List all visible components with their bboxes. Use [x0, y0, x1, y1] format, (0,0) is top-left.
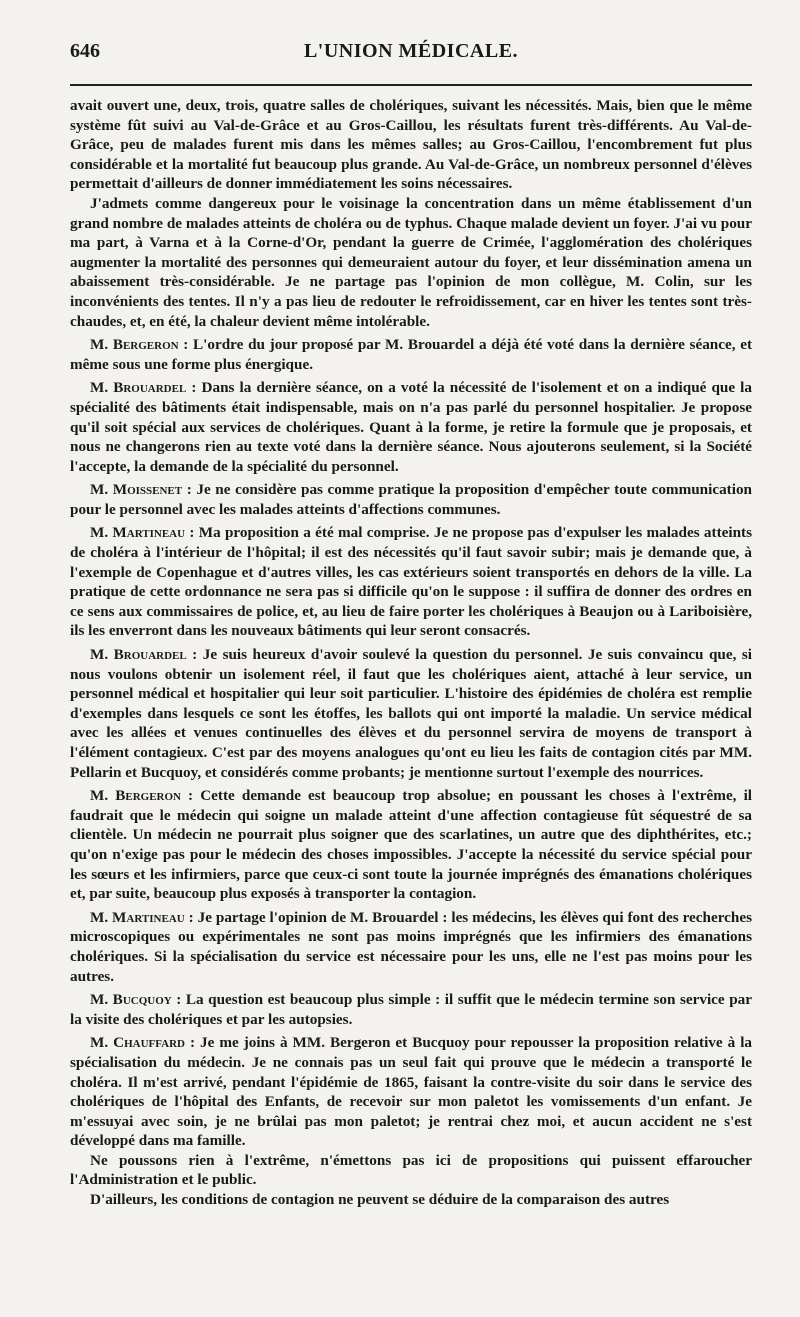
- speaker-name: M. Martineau :: [90, 524, 195, 542]
- page-number: 646: [70, 40, 100, 62]
- paragraph-text: Ma proposition a été mal comprise. Je ne propose pas d'expulser les malades atteints de choléra à l'intérieur de l'hôpital; il est des nécessités qu'il faut savoir subir; mais je demande que, à l'exemple de Copenhague et d'autres villes, les cas extérieurs soient transportés en dehors de la ville. La pratique de cette ordonnance ne sera pas si difficile qu'on le suppose : il suffira de donner des ordres en ce sens aux commissaires de police, et, au lieu de faire porter les cholériques à Beaujon ou à Lariboisière, ils les enverront dans les nouveaux bâtiments qui leur seront consacrés.: [70, 524, 753, 640]
- paragraph-text: L'ordre du jour proposé par M. Brouardel a déjà été voté dans la dernière séance, et même sous une forme plus énergique.: [70, 336, 753, 373]
- speaker-name: M. Chauffard :: [90, 1034, 196, 1052]
- paragraph-text: Je me joins à MM. Bergeron et Bucquoy pour repousser la proposition relative à la spécialisation du médecin. Je ne connais pas un seul fait qui prouve que le médecin a transporté le choléra. Il m'est arrivé, pendant l'épidémie de 1865, faisant la contre-visite du soir dans le service des cholériques de l'hôpital des Enfants, de recevoir sur mon paletot les vomissements d'un enfant. Je m'essuyai avec soin, je ne brûlai pas mon paletot; je rentrai chez moi, et aucun accident ne s'est développé dans ma famille.: [70, 1034, 753, 1150]
- paragraph-text: Dans la dernière séance, on a voté la nécessité de l'isolement et on a indiqué que la spécialité des bâtiments était indispensable, mais on n'a pas parlé du personnel hospitalier. Je propose qu'il soit spécial aux services de cholériques. Quant à la forme, je retire la formule que je proposais, et nous ne changerons rien au texte voté dans la dernière séance. Nous ajouterons seulement, si la Société l'accepte, la demande de la spécialité du personnel.: [70, 379, 752, 475]
- paragraph: [70, 1033, 752, 1151]
- paragraph: [70, 786, 752, 904]
- paragraph: [70, 194, 752, 331]
- paragraph-text: Je suis heureux d'avoir soulevé la question du personnel. Je suis convaincu que, si nous voulons obtenir un isolement réel, il faut que les cholériques aient, attaché à leur service, un personnel médical et hospitalier qui leur soit particulier. L'histoire des épidémies de choléra est remplie d'exemples dans lesquels ce sont les étoffes, les ballots qui ont importé la maladie. Un service médical avec les allées et venues continuelles des élèves et du personnel servira de moyens de transport à l'élément contagieux. C'est par des moyens analogues qu'ont eu lieu les faits de contagion cités par MM. Pellarin et Bucquoy, et considérés comme probants; je mentionne surtout l'exemple des nourrices.: [70, 646, 752, 781]
- paragraph: [70, 1190, 752, 1210]
- paragraph: [70, 96, 752, 194]
- running-title: L'UNION MÉDICALE.: [303, 40, 519, 62]
- paragraph: [70, 990, 752, 1029]
- page-header: [70, 40, 752, 76]
- paragraph: [70, 523, 752, 641]
- header-rule: [70, 84, 752, 86]
- paragraph-text: La question est beaucoup plus simple : il suffit que le médecin termine son service par la visite des cholériques et par les autopsies.: [70, 991, 753, 1028]
- paragraph: [70, 1151, 752, 1190]
- paragraph-text: Je partage l'opinion de M. Brouardel : les médecins, les élèves qui font des recherches microscopiques ou expérimentales ne sont pas moins imprégnés que les infirmiers des émanations cholériques. Si la spécialisation du service est nécessaire pour les uns, elle ne l'est pas moins pour les autres.: [70, 908, 753, 985]
- paragraph: [70, 645, 752, 782]
- speaker-name: M. Bergeron :: [90, 336, 189, 354]
- speaker-name: M. Bucquoy :: [90, 991, 182, 1009]
- paragraph-text: Cette demande est beaucoup trop absolue; en poussant les choses à l'extrême, il faudrait que le médecin qui soigne un malade atteint d'une affection contagieuse fût séquestré de sa clientèle. Un médecin ne pourrait plus soigner que des scarlatines, un autre que des diphthérites, etc.; qu'on n'exige pas pour le médecin des choses impossibles. J'accepte la nécessité du service spécial pour les sœurs et les infirmiers, parce que ceux-ci sont toute la journée imprégnés des émanations cholériques et, par suite, beaucoup plus exposés à transporter la contagion.: [70, 787, 753, 903]
- paragraph-text: D'ailleurs, les conditions de contagion ne peuvent se déduire de la comparaison des autres: [90, 1191, 670, 1209]
- paragraph-text: Je ne considère pas comme pratique la proposition d'empêcher toute communication pour le personnel avec les malades atteints d'affections communes.: [70, 481, 752, 518]
- paragraph-text: avait ouvert une, deux, trois, quatre salles de cholériques, suivant les nécessités. Mais, bien que le même système fût suivi au Val-de-Grâce et au Gros-Caillou, les résultats furent très-différents. Au Val-de-Grâce, peu de malades furent mis dans les mêmes salles; au Gros-Caillou, l'encombrement fut plus considérable et la mortalité fut beaucoup plus grande. Au Val-de-Grâce, un nombreux personnel d'élèves permettait d'ailleurs de donner immédiatement les soins nécessaires.: [70, 97, 752, 193]
- paragraph: [70, 378, 752, 476]
- speaker-name: M. Moissenet :: [90, 481, 192, 499]
- speaker-name: M. Bergeron :: [90, 787, 194, 805]
- paragraph: [70, 480, 752, 519]
- article-body: [70, 96, 752, 1210]
- speaker-name: M. Brouardel :: [90, 646, 198, 664]
- paragraph-text: J'admets comme dangereux pour le voisinage la concentration dans un même établissement d'un grand nombre de malades atteints de choléra ou de typhus. Chaque malade devient un foyer. J'ai vu pour ma part, à Varna et à la Corne-d'Or, pendant la guerre de Crimée, l'agglomération des cholériques augmenter la mortalité des personnes qui demeuraient autour du foyer, et leur dissémination amena un abaissement très-considérable. Je ne partage pas l'opinion de mon collègue, M. Colin, sur les inconvénients des tentes. Il n'y a pas lieu de redouter le refroidissement, car en hiver les tentes sont très-chaudes, et, en été, la chaleur devient même intolérable.: [70, 194, 752, 330]
- paragraph-text: Ne poussons rien à l'extrême, n'émettons pas ici de propositions qui puissent effaroucher l'Administration et le public.: [70, 1151, 752, 1189]
- paragraph: [70, 908, 752, 986]
- speaker-name: M. Martineau :: [90, 908, 194, 926]
- paragraph: [70, 335, 752, 374]
- speaker-name: M. Brouardel :: [90, 379, 197, 397]
